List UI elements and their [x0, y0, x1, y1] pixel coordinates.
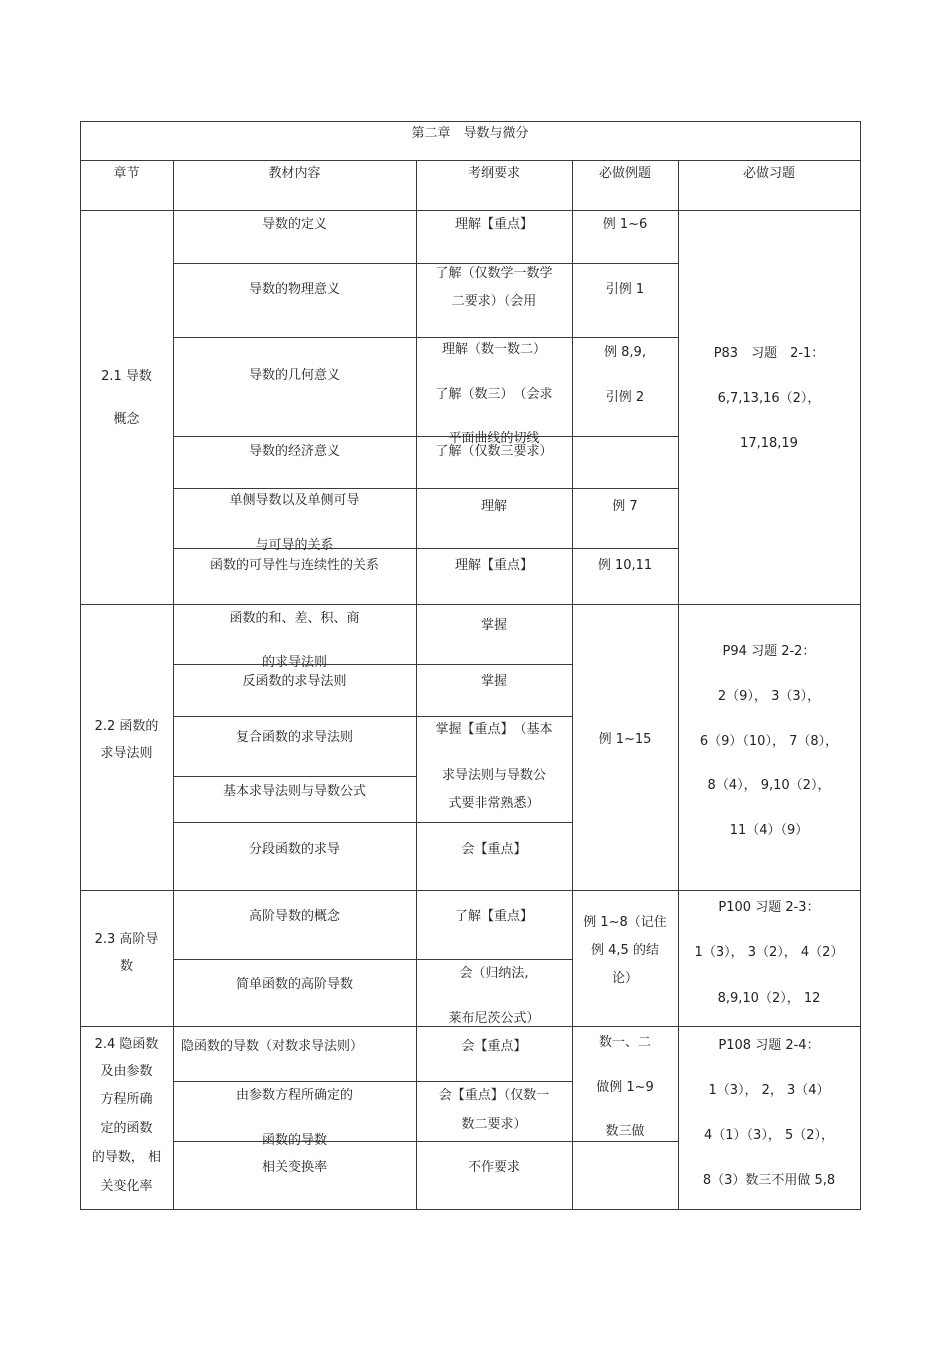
exercise-text: 11（4）（9）	[729, 823, 809, 838]
content-text: 导数的定义	[261, 217, 328, 232]
requirement-text: 求导法则与导数公	[441, 768, 547, 783]
content-text: 高阶导数的概念	[248, 909, 341, 924]
requirement-text: 二要求）（会用	[451, 294, 537, 309]
section-label: 关变化率	[100, 1179, 153, 1194]
table-rule	[173, 664, 573, 665]
example-text: 引例 1	[605, 282, 645, 297]
example-text: 例 4,5 的结	[591, 943, 659, 958]
section-label: 的导数， 相	[91, 1150, 162, 1165]
content-text: 相关变换率	[261, 1160, 328, 1175]
exercise-text: P100 习题 2-3：	[718, 900, 820, 915]
exercise-text: 2（9）， 3（3），	[717, 689, 821, 704]
requirement-text: 式要非常熟悉）	[448, 796, 540, 811]
section-label: 定的函数	[100, 1121, 153, 1136]
section-label: 概念	[113, 412, 140, 427]
exercise-text: 1（3）， 3（2）， 4（2）	[694, 945, 844, 960]
table-rule	[80, 160, 861, 161]
table-rule	[80, 890, 861, 891]
table-rule	[80, 1026, 861, 1027]
section-label: 方程所确	[100, 1092, 153, 1107]
content-text: 函数的导数	[261, 1133, 328, 1148]
requirement-text: 平面曲线的切线	[448, 431, 540, 446]
content-text: 单侧导数以及单侧可导	[229, 493, 360, 508]
table-rule	[173, 263, 679, 264]
requirement-text: 理解【重点】	[454, 558, 534, 573]
requirement-text: 掌握	[480, 618, 508, 633]
exercise-text: 1（3）， 2， 3（4）	[708, 1083, 830, 1098]
requirement-text: 了解（仅数三要求）	[435, 444, 553, 459]
content-text: 导数的几何意义	[248, 368, 341, 383]
example-text: 例 1~8（记住	[583, 915, 667, 930]
content-text: 由参数方程所确定的	[235, 1088, 354, 1103]
example-text: 引例 2	[605, 390, 645, 405]
requirement-text: 会【重点】	[461, 842, 527, 857]
content-text: 复合函数的求导法则	[235, 730, 354, 745]
example-text: 例 10,11	[597, 558, 653, 573]
requirement-text: 理解（数一数二）	[441, 342, 547, 357]
requirement-text: 掌握【重点】 （基本	[435, 722, 553, 737]
exercise-text: 8,9,10（2）， 12	[717, 991, 821, 1006]
exercise-text: 6（9）（10）， 7（8），	[699, 734, 839, 749]
requirement-text: 理解	[480, 499, 508, 514]
requirement-text: 会【重点】	[461, 1039, 527, 1054]
content-text: 反函数的求导法则	[242, 674, 347, 689]
requirement-text: 掌握	[480, 674, 508, 689]
header-content: 教材内容	[268, 166, 321, 181]
exercise-text: 6,7,13,16（2），	[717, 391, 821, 406]
requirement-text: 数二要求）	[461, 1117, 527, 1132]
content-text: 与可导的关系	[255, 538, 334, 553]
content-text: 基本求导法则与导数公式	[222, 784, 367, 799]
content-text: 的求导法则	[261, 655, 328, 670]
content-text: 函数的可导性与连续性的关系	[209, 558, 380, 573]
table-rule	[173, 776, 417, 777]
example-text: 数三做	[605, 1124, 645, 1139]
header-requirement: 考纲要求	[467, 166, 521, 181]
table-rule	[173, 1081, 573, 1082]
table-title: 第二章 导数与微分	[411, 126, 529, 141]
example-text: 数一、二	[598, 1035, 652, 1050]
requirement-text: 了解（数三） （会求	[435, 387, 553, 402]
section-label: 2.2 函数的	[94, 719, 159, 734]
table-rule	[173, 822, 573, 823]
table-rule	[80, 210, 861, 211]
content-text: 隐函数的导数（对数求导法则）	[181, 1039, 364, 1054]
example-text: 例 7	[612, 499, 638, 514]
requirement-text: 莱布尼茨公式）	[448, 1011, 540, 1026]
header-exercises: 必做习题	[742, 166, 796, 181]
example-text: 论）	[611, 971, 639, 986]
table-rule	[80, 121, 861, 122]
example-text: 做例 1~9	[596, 1080, 654, 1095]
content-text: 简单函数的高阶导数	[235, 977, 354, 992]
exercise-text: 17,18,19	[740, 436, 798, 451]
table-rule	[173, 436, 679, 437]
table-rule	[80, 604, 861, 605]
exercise-text: P94 习题 2-2：	[722, 644, 816, 659]
table-rule	[173, 488, 679, 489]
section-label: 2.3 高阶导	[94, 932, 159, 947]
table-rule	[678, 160, 679, 1210]
header-section: 章节	[113, 166, 140, 181]
example-text: 例 8,9,	[604, 345, 646, 360]
section-label: 2.1 导数	[101, 369, 152, 384]
exercise-text: 8（3）数三不用做 5,8	[702, 1173, 836, 1188]
exercise-text: 8（4）， 9,10（2），	[707, 778, 831, 793]
table-rule	[173, 548, 679, 549]
table-rule	[173, 716, 573, 717]
table-rule	[416, 160, 417, 1210]
section-label: 数	[119, 959, 134, 974]
table-rule	[173, 959, 573, 960]
content-text: 导数的物理意义	[248, 282, 341, 297]
content-text: 分段函数的求导	[248, 842, 341, 857]
content-text: 导数的经济意义	[248, 444, 341, 459]
section-label: 2.4 隐函数	[94, 1037, 159, 1052]
requirement-text: 会（归纳法,	[459, 966, 529, 981]
section-label: 及由参数	[100, 1064, 153, 1079]
requirement-text: 理解【重点】	[454, 217, 534, 232]
requirement-text: 了解【重点】	[454, 909, 534, 924]
example-text: 例 1~6	[602, 217, 648, 232]
exercise-text: 4（1）（3）， 5（2），	[704, 1128, 834, 1143]
content-text: 函数的和、差、积、商	[229, 611, 360, 626]
exercise-text: P83 习题 2-1：	[713, 346, 825, 361]
exercise-text: P108 习题 2-4：	[718, 1038, 820, 1053]
table-rule	[860, 121, 861, 1210]
requirement-text: 会【重点】（仅数一	[438, 1088, 550, 1103]
requirement-text: 了解（仅数学一数学	[435, 266, 553, 281]
example-text: 例 1~15	[598, 732, 652, 747]
table-rule	[80, 1209, 861, 1210]
table-rule	[173, 1141, 679, 1142]
table-rule	[572, 160, 573, 1210]
table-rule	[173, 160, 174, 1210]
requirement-text: 不作要求	[467, 1160, 521, 1175]
header-examples: 必做例题	[598, 166, 652, 181]
section-label: 求导法则	[100, 746, 153, 761]
table-rule	[80, 121, 81, 1210]
table-rule	[173, 337, 679, 338]
